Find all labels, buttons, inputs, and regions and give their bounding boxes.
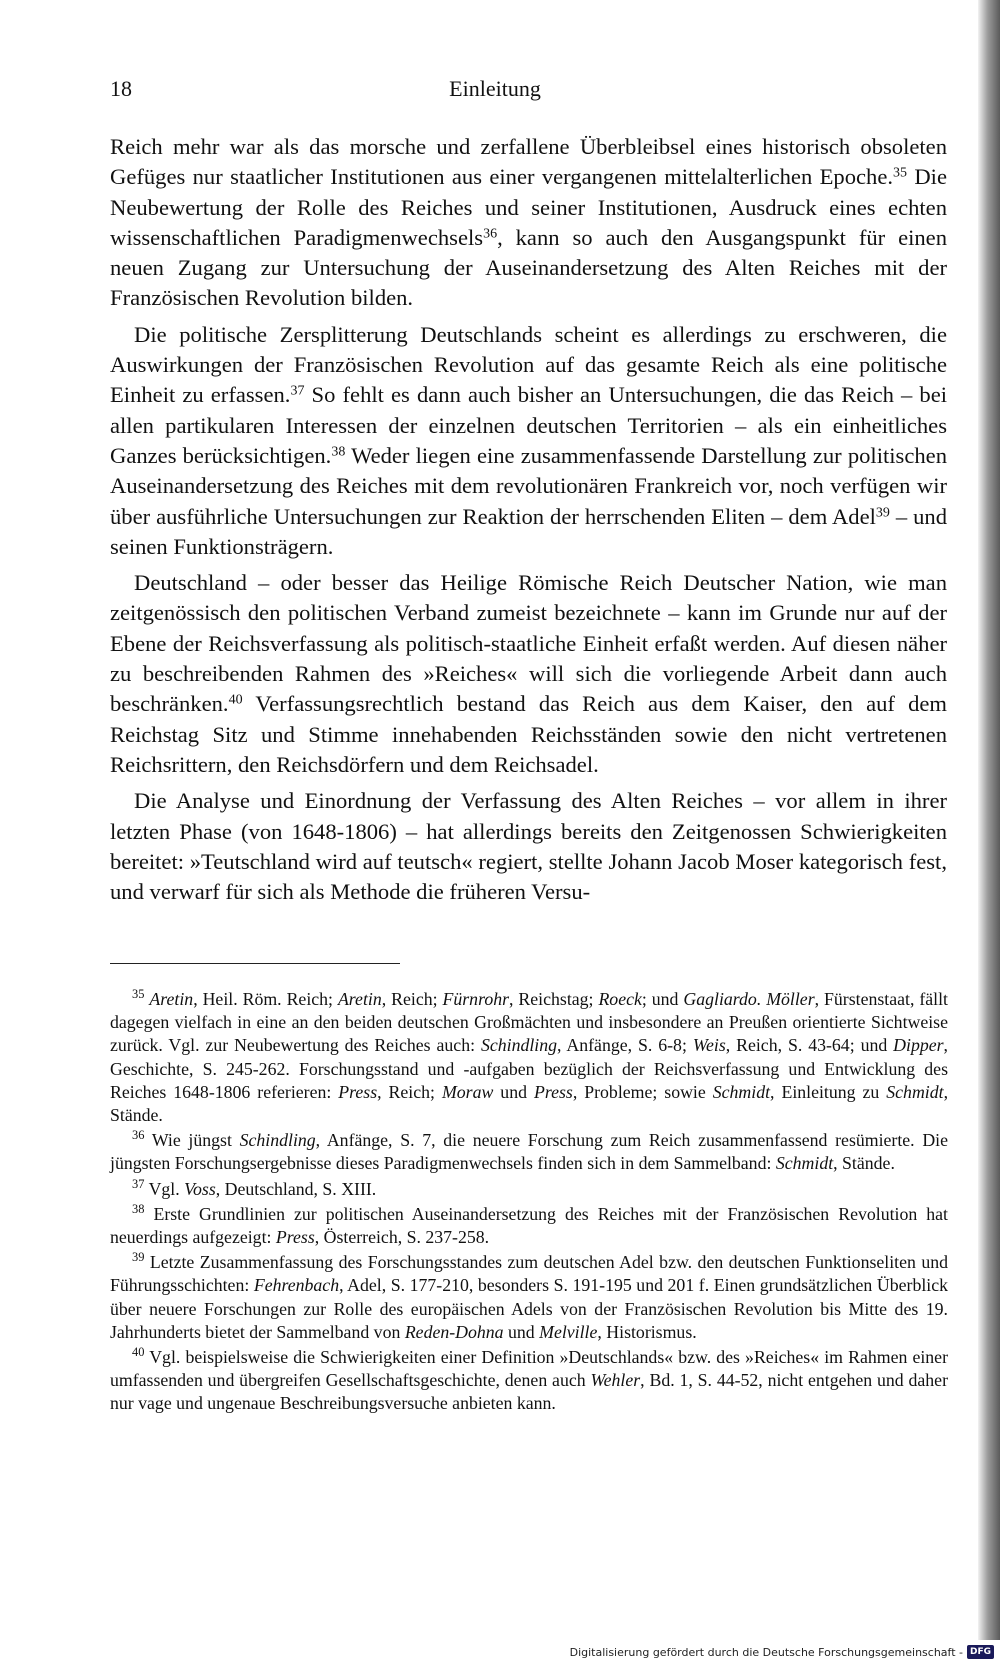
running-title: Einleitung — [449, 76, 541, 101]
footnote-reference: 39 — [875, 504, 890, 520]
text-run: , Probleme; sowie — [572, 1081, 713, 1102]
text-run: , Österreich, S. 237-258. — [314, 1227, 490, 1248]
text-run: Letzte Zusammenfassung des Forschungsstandes zum deutschen Adel bzw. den deutschen Funktionseliten und Führungsschichten: — [110, 1252, 949, 1296]
author-name: Press — [533, 1081, 573, 1102]
text-run: , Reichstag; — [509, 989, 599, 1009]
dfg-logo: DFG — [967, 1645, 994, 1659]
text-run: , Bd. 1, S. 44-52, nicht entgehen und daher nur vage und ungenaue Beschreibungsversuche anbieten kann. — [110, 1370, 948, 1414]
footnote-number: 36 — [132, 1128, 145, 1143]
text-run: , Einleitung zu — [770, 1081, 887, 1102]
author-name: Press — [338, 1081, 378, 1102]
footnote-number: 40 — [132, 1345, 145, 1360]
text-run: , Reich; — [381, 989, 443, 1009]
author-name: Press — [275, 1227, 315, 1248]
author-name: Moraw — [441, 1081, 494, 1102]
body-paragraph — [110, 132, 947, 314]
footnote-number: 38 — [132, 1201, 145, 1216]
text-run: , Anfänge, S. 7, die neuere Forschung zum Reich zusammenfassend resümierte. Die jüngsten Forschungsergebnisse dieses Paradigmenwechsels finden sich in dem Sammelband: — [110, 1130, 948, 1174]
author-name: Fehrenbach — [253, 1275, 340, 1296]
author-name: Wehler — [590, 1370, 641, 1391]
author-name: Dipper — [893, 1035, 944, 1056]
footnote-number: 35 — [132, 987, 145, 1002]
text-run: Die politische Zersplitterung Deutschlands scheint es allerdings zu erschweren, die Auswirkungen der Französischen Revolution auf das gesamte Reich als eine politische Einheit zu erfassen. — [110, 321, 947, 408]
footnotes — [110, 988, 948, 1418]
text-run: Die Neubewertung der Rolle des Reiches und seiner Institutionen, Ausdruck eines echten wissenschaftlichen Paradigmenwechsels — [110, 164, 947, 250]
footnote-separator — [110, 963, 400, 964]
text-run: , Reich, S. 43-64; und — [725, 1035, 894, 1056]
footnote-reference: 35 — [893, 165, 908, 181]
text-run: Reich mehr war als das morsche und zerfallene Überbleibsel eines historisch obsoleten Gefüges nur staatlicher Institutionen aus einer vergangenen mittelalterlichen Epoche. — [110, 134, 947, 190]
author-name: Reden-Dohna — [404, 1321, 504, 1342]
text-run: , Heil. Röm. Reich; — [193, 989, 338, 1009]
text-run: Vgl. beispielsweise die Schwierigkeiten einer Definition »Deutschlands« bzw. des »Reiches« im Rahmen einer umfassenden und übergreifen Gesellschaftsgeschichte, denen auch — [110, 1347, 948, 1391]
text-run: Deutschland – oder besser das Heilige Römische Reich Deutscher Nation, wie man zeitgenössisch den politischen Verband zumeist bezeichnete – kann im Grunde nur auf der Ebene der Reichsverfassung als politisch-staatliche Einheit erfaßt werden. Auf diesen näher zu beschreibenden Rahmen des »Reiches« will sich die vorliegende Arbeit dann auch beschränken. — [110, 570, 947, 717]
text-run: Vgl. — [148, 1178, 185, 1199]
body-paragraph — [110, 786, 947, 907]
text-run: , Fürstenstaat, fällt dagegen vielfach in eine an den beiden deutschen Großmächten und insbesondere an Preußen orientierte Sichtweise zurück. Vgl. zur Neubewertung des Reiches auch: — [110, 989, 948, 1056]
body-paragraph — [110, 320, 947, 562]
text-run: So fehlt es dann auch bisher an Untersuchungen, die das Reich – bei allen partikularen Interessen der einzelnen deutschen Territorien – als ein einheitliches Ganzes berücksichtigen. — [110, 382, 947, 468]
text-run: , Stände. — [833, 1153, 895, 1174]
author-name: Melville — [539, 1321, 598, 1342]
author-name: Schmidt — [712, 1081, 771, 1102]
author-name: Voss — [184, 1178, 216, 1199]
footnote-number: 39 — [132, 1250, 145, 1265]
body-paragraph — [110, 568, 947, 780]
text-run: und — [493, 1081, 534, 1102]
footnote — [110, 988, 948, 1127]
text-run: , kann so auch den Ausgangspunkt für einen neuen Zugang zur Untersuchung der Auseinandersetzung des Alten Reiches mit der Französischen Revolution bilden. — [110, 224, 948, 311]
footnote — [110, 1346, 948, 1416]
author-name: Schmidt — [775, 1153, 834, 1174]
page-number: 18 — [110, 76, 132, 101]
author-name: Schmidt — [886, 1081, 944, 1102]
author-name: Schindling — [480, 1035, 558, 1056]
footnote — [110, 1251, 948, 1344]
text-run: Verfassungsrechtlich bestand das Reich aus dem Kaiser, den auf dem Reichstag Sitz und Stimme innehabenden Reichsständen sowie den nicht vertretenen Reichsrittern, den Reichsdörfern und dem Reichsadel. — [110, 691, 947, 777]
footnote-number: 37 — [132, 1176, 145, 1191]
footnote — [110, 1178, 948, 1201]
author-name: Roeck — [598, 989, 642, 1009]
author-name: Aretin — [337, 989, 382, 1009]
author-name: Schindling — [239, 1130, 316, 1151]
footnote-reference: 37 — [290, 383, 305, 399]
footnote — [110, 1203, 948, 1249]
footnote — [110, 1129, 948, 1175]
text-run: , Geschichte, S. 245-262. Forschungsstand und -aufgaben bezüglich der Reichsverfassung und Entwicklung des Reiches 1648-1806 referieren: — [110, 1035, 948, 1102]
text-run: Weder liegen eine zusammenfassende Darstellung zur politischen Auseinandersetzung des Reiches mit dem revolutionären Frankreich vor, noch verfügen wir über ausführliche Untersuchungen zur Reaktion der herrschenden Eliten – dem Adel — [110, 442, 947, 529]
text-run: , Stände. — [110, 1081, 949, 1126]
author-name: Aretin — [149, 989, 194, 1009]
text-run: ; und — [641, 989, 684, 1009]
footnote-reference: 38 — [331, 444, 346, 460]
footnote-reference: 36 — [483, 226, 498, 242]
text-run: , Deutschland, S. XIII. — [215, 1178, 377, 1199]
text-run: – und seinen Funktionsträgern. — [110, 503, 948, 559]
author-name: Fürnrohr — [442, 989, 510, 1009]
footer-credit: Digitalisierung gefördert durch die Deutsche Forschungsgemeinschaft - — [569, 1645, 963, 1659]
main-text — [110, 132, 947, 907]
text-run: , Historismus. — [597, 1321, 697, 1342]
text-run: Die Analyse und Einordnung der Verfassung des Alten Reiches – vor allem in ihrer letzten Phase (von 1648-1806) – hat allerdings bereits den Zeitgenossen Schwierigkeiten bereitet: »Teutschland wird auf teutsch« regiert, stellte Johann Jacob Moser kategorisch fest, und verwarf für sich als Methode die früheren Versu- — [110, 788, 947, 905]
text-run: Wie jüngst — [151, 1130, 240, 1151]
page-header — [110, 76, 880, 106]
text-run: und — [503, 1321, 540, 1342]
text-run: , Reich; — [377, 1081, 442, 1102]
author-name: Weis — [692, 1035, 726, 1056]
author-name: Gagliardo. Möller — [683, 989, 815, 1009]
digitization-footer — [570, 1641, 994, 1663]
footnote-reference: 40 — [228, 692, 243, 708]
text-run: Erste Grundlinien zur politischen Auseinandersetzung des Reiches mit der Französischen Revolution hat neuerdings aufgezeigt: — [110, 1203, 948, 1248]
text-run: , Anfänge, S. 6-8; — [557, 1035, 693, 1056]
text-run: , Adel, S. 177-210, besonders S. 191-195 und 201 f. Einen grundsätzlichen Überblick über neuere Forschungen zur Rolle des europäischen Adels von der Französischen Revolution bis Mitte des 19. Jahrhunderts bietet der Sammelband von — [110, 1275, 948, 1342]
page-binding-edge — [978, 0, 1000, 1640]
